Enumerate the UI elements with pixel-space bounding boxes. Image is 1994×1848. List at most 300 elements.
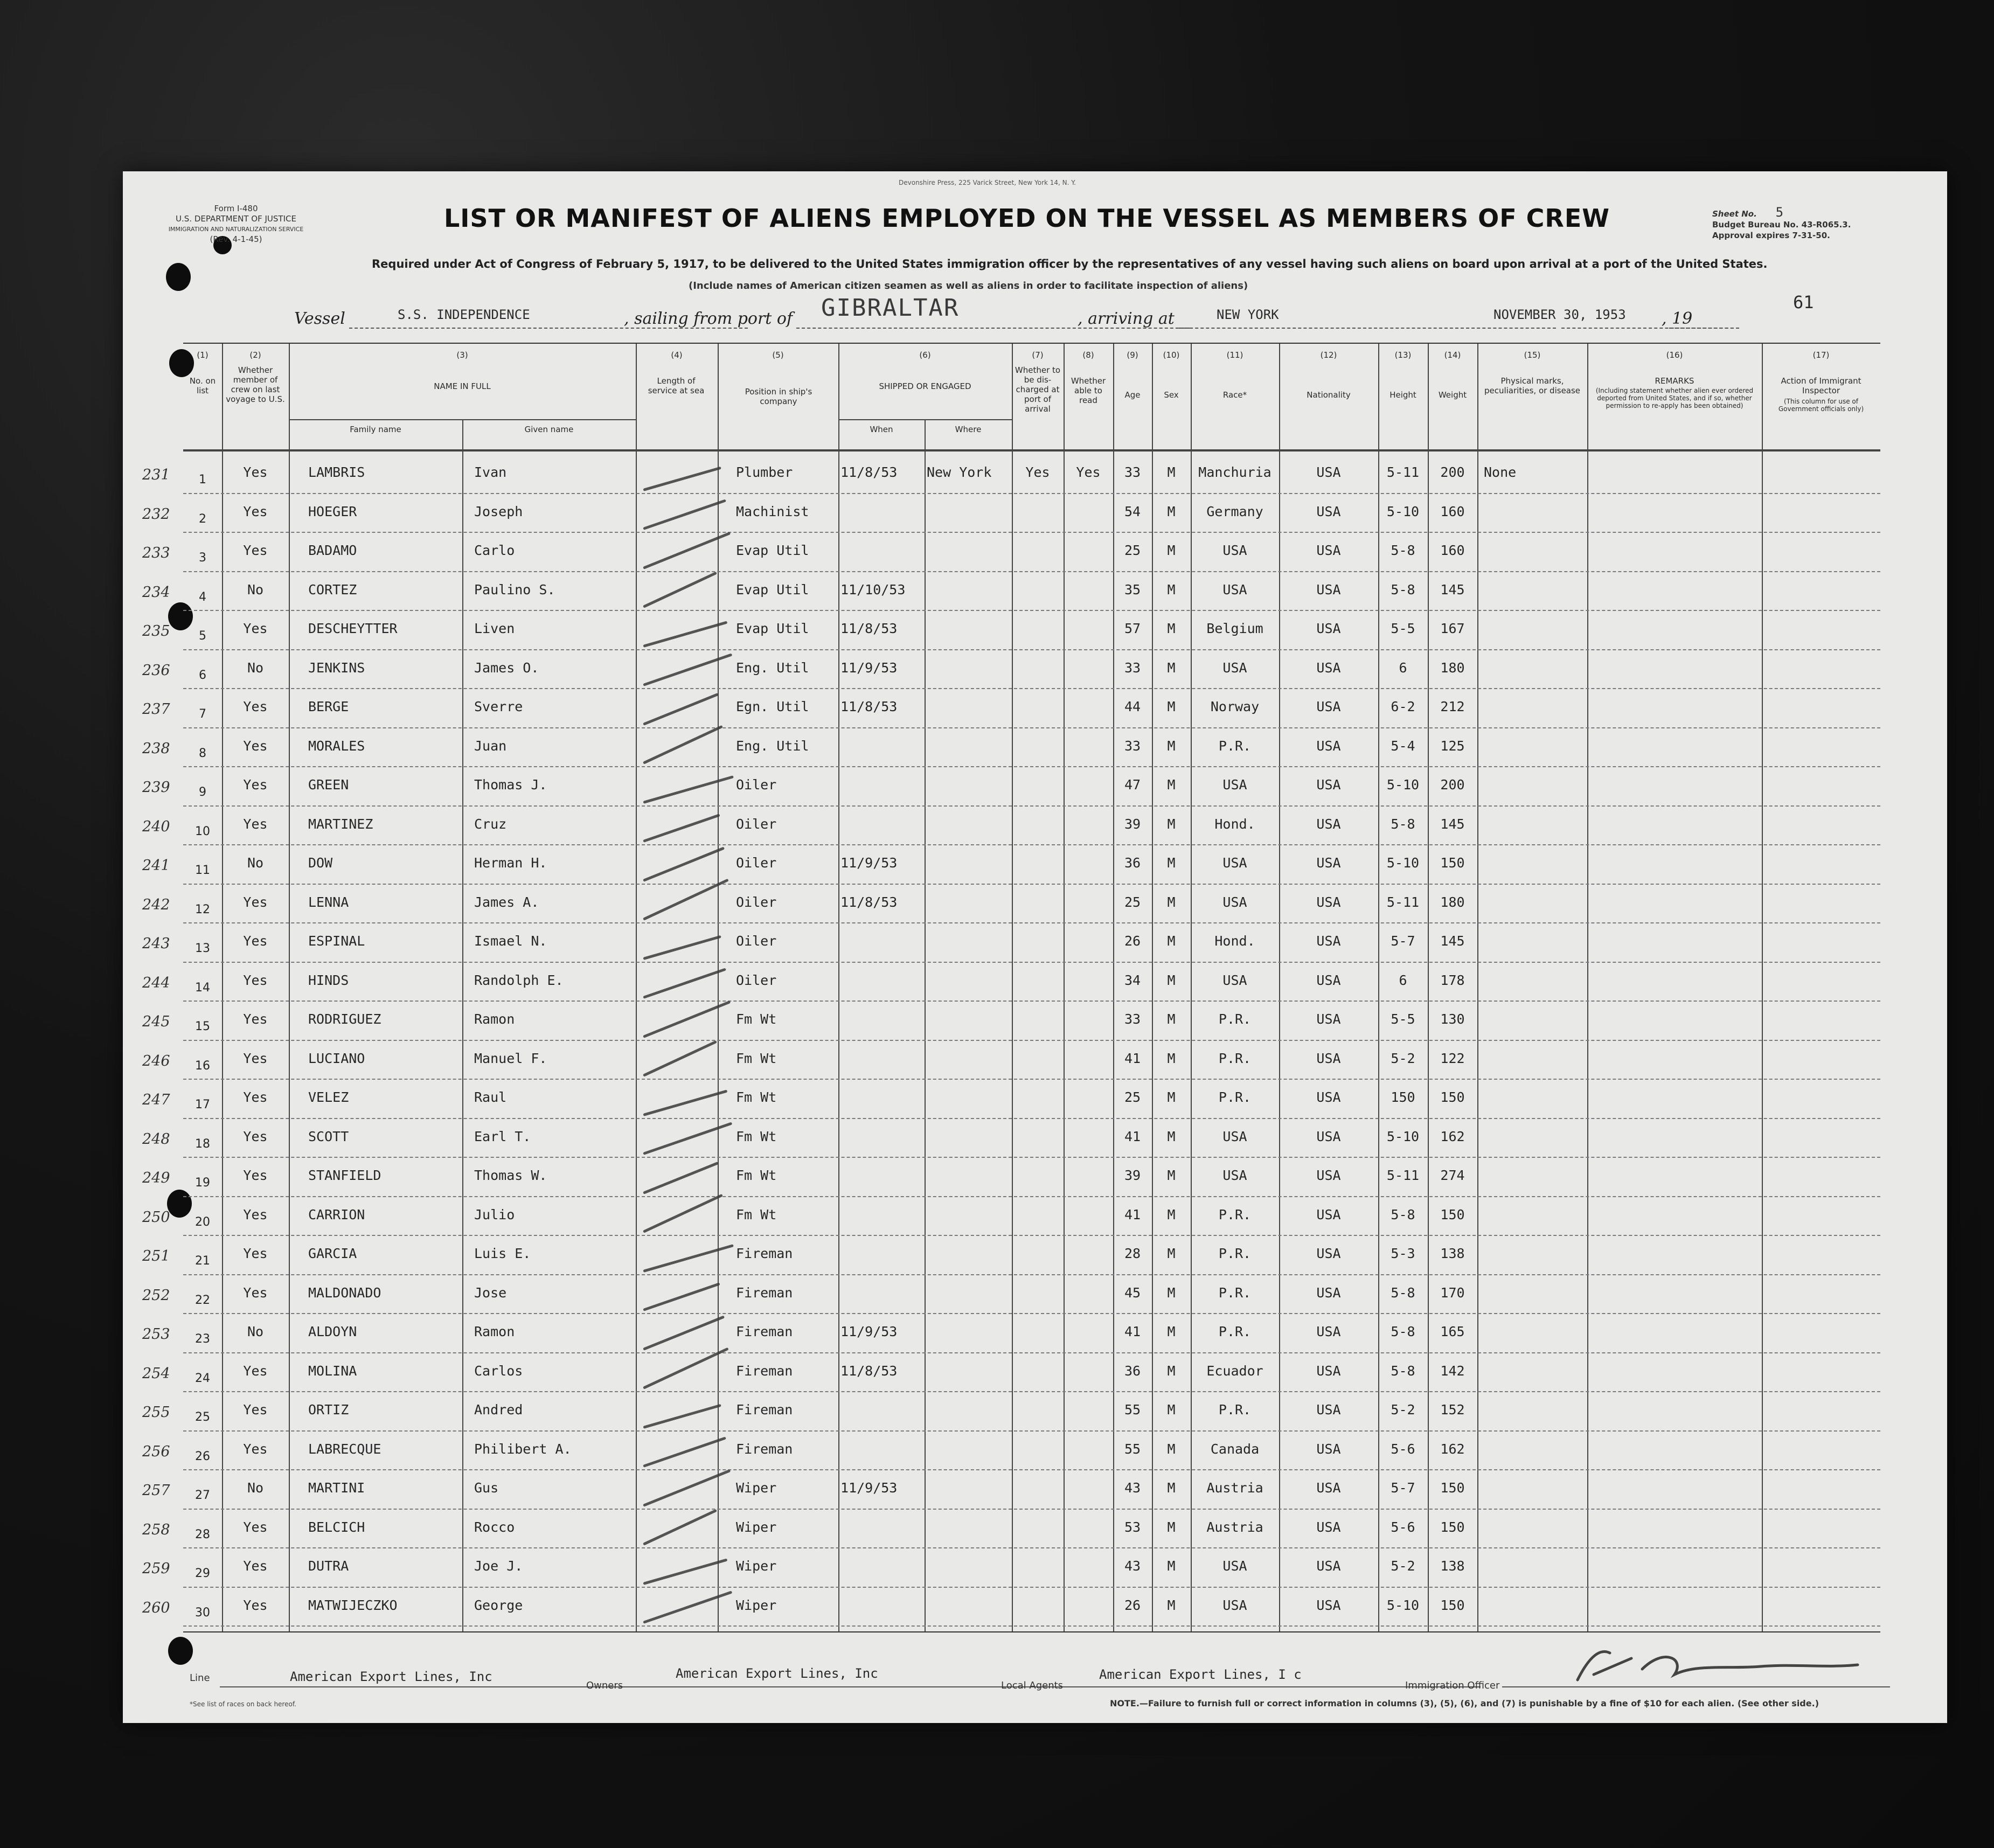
col-17-subheader: (This column for use of Government officials only) bbox=[1778, 398, 1864, 413]
margin-number: 247 bbox=[142, 1092, 170, 1108]
cell-family: HOEGER bbox=[308, 503, 357, 519]
cell-height: 5-7 bbox=[1391, 1480, 1415, 1496]
cell-height: 5-6 bbox=[1391, 1519, 1415, 1535]
cell-family: LUCIANO bbox=[308, 1050, 365, 1066]
cell-nationality: USA bbox=[1316, 1519, 1341, 1535]
cell-sex: M bbox=[1167, 1402, 1176, 1418]
margin-number: 252 bbox=[142, 1287, 170, 1304]
cell-given: Thomas J. bbox=[474, 777, 547, 793]
table-row bbox=[142, 1470, 1880, 1510]
year-label: , 19 bbox=[1662, 309, 1693, 328]
cell-position: Fireman bbox=[736, 1441, 793, 1457]
row-number: 7 bbox=[199, 707, 206, 721]
cell-position: Fm Wt bbox=[736, 1089, 777, 1105]
service-pencil-mark bbox=[643, 1436, 726, 1467]
service-pencil-mark bbox=[643, 725, 723, 765]
service-pencil-mark bbox=[643, 499, 726, 530]
cell-sex: M bbox=[1167, 1011, 1176, 1027]
cell-height: 5-2 bbox=[1391, 1050, 1415, 1066]
cell-read: Yes bbox=[1076, 464, 1101, 480]
cell-race: Hond. bbox=[1214, 816, 1255, 832]
cell-race: Canada bbox=[1210, 1441, 1260, 1457]
table-row bbox=[142, 650, 1880, 690]
margin-number: 256 bbox=[142, 1443, 170, 1460]
row-number: 29 bbox=[195, 1567, 210, 1580]
cell-height: 5-5 bbox=[1391, 621, 1415, 636]
cell-age: 39 bbox=[1124, 816, 1141, 832]
cell-race: Austria bbox=[1206, 1519, 1263, 1535]
cell-weight: 125 bbox=[1440, 738, 1465, 754]
cell-position: Evap Util bbox=[736, 581, 809, 598]
cell-sex: M bbox=[1167, 1519, 1176, 1535]
table-row bbox=[142, 494, 1880, 533]
row-number: 9 bbox=[199, 786, 206, 799]
cell-prev: Yes bbox=[243, 894, 268, 910]
vessel-name: S.S. INDEPENDENCE bbox=[398, 307, 530, 322]
margin-number: 248 bbox=[142, 1130, 170, 1148]
row-number: 27 bbox=[195, 1489, 210, 1502]
cell-weight: 145 bbox=[1440, 581, 1465, 598]
race-footnote: *See list of races on back hereof. bbox=[190, 1700, 296, 1708]
row-number: 24 bbox=[195, 1371, 210, 1385]
cell-age: 36 bbox=[1124, 1363, 1141, 1379]
cell-prev: Yes bbox=[243, 1168, 268, 1183]
cell-position: Plumber bbox=[736, 464, 793, 480]
cell-race: USA bbox=[1222, 543, 1247, 558]
col-8-header: Whether able to read bbox=[1071, 376, 1106, 405]
cell-race: P.R. bbox=[1218, 1324, 1252, 1339]
cell-weight: 180 bbox=[1440, 894, 1465, 910]
cell-prev: Yes bbox=[243, 816, 268, 832]
cell-given: Earl T. bbox=[474, 1128, 531, 1144]
agents-label: Local Agents bbox=[1001, 1680, 1064, 1691]
col-10-header: Sex bbox=[1164, 390, 1179, 400]
cell-weight: 152 bbox=[1440, 1402, 1465, 1418]
cell-age: 28 bbox=[1124, 1246, 1141, 1261]
cell-height: 5-8 bbox=[1391, 1363, 1415, 1379]
cell-height: 5-8 bbox=[1391, 816, 1415, 832]
cell-race: Manchuria bbox=[1198, 464, 1272, 480]
owners-label: Owners bbox=[586, 1680, 623, 1691]
cell-height: 6-2 bbox=[1391, 699, 1415, 714]
row-number: 19 bbox=[195, 1176, 210, 1190]
agents-name: American Export Lines, I c bbox=[1099, 1667, 1302, 1682]
cell-weight: 150 bbox=[1440, 1480, 1465, 1496]
cell-race: P.R. bbox=[1218, 1206, 1252, 1222]
cell-sex: M bbox=[1167, 972, 1176, 988]
cell-given: Herman H. bbox=[474, 855, 547, 871]
cell-position: Oiler bbox=[736, 972, 777, 988]
cell-weight: 142 bbox=[1440, 1363, 1465, 1379]
cell-sex: M bbox=[1167, 659, 1176, 676]
col-10-number: (10) bbox=[1163, 350, 1180, 360]
service-pencil-mark bbox=[643, 1089, 727, 1116]
cell-race: P.R. bbox=[1218, 1284, 1252, 1301]
cell-nationality: USA bbox=[1316, 933, 1341, 949]
cell-sex: M bbox=[1167, 581, 1176, 598]
cell-race: Germany bbox=[1206, 503, 1263, 519]
cell-age: 41 bbox=[1124, 1206, 1141, 1222]
col-13-header: Height bbox=[1389, 390, 1416, 400]
row-number: 16 bbox=[195, 1059, 210, 1073]
row-number: 3 bbox=[199, 551, 206, 565]
cell-nationality: USA bbox=[1316, 503, 1341, 519]
arrival-port: NEW YORK bbox=[1217, 307, 1279, 322]
table-row bbox=[142, 963, 1880, 1002]
table-row bbox=[142, 1119, 1880, 1158]
cell-height: 5-6 bbox=[1391, 1441, 1415, 1457]
cell-nationality: USA bbox=[1316, 1284, 1341, 1301]
cell-weight: 160 bbox=[1440, 503, 1465, 519]
cell-position: Egn. Util bbox=[736, 699, 809, 714]
cell-height: 5-8 bbox=[1391, 581, 1415, 598]
col-6-header: SHIPPED OR ENGAGED bbox=[879, 381, 971, 391]
cell-weight: 178 bbox=[1440, 972, 1465, 988]
printer-line: Devonshire Press, 225 Varick Street, New York 14, N. Y. bbox=[899, 179, 1076, 186]
form-number: Form I-480 bbox=[214, 204, 258, 213]
row-number: 8 bbox=[199, 746, 206, 760]
cell-given: George bbox=[474, 1597, 523, 1613]
service-pencil-mark bbox=[643, 1558, 727, 1585]
service-pencil-mark bbox=[643, 775, 734, 804]
cell-race: USA bbox=[1222, 777, 1247, 793]
cell-nationality: USA bbox=[1316, 777, 1341, 793]
cell-age: 43 bbox=[1124, 1480, 1141, 1496]
cell-height: 5-10 bbox=[1386, 1128, 1420, 1144]
cell-position: Oiler bbox=[736, 933, 777, 949]
cell-age: 33 bbox=[1124, 738, 1141, 754]
service-pencil-mark bbox=[643, 653, 732, 686]
cell-age: 55 bbox=[1124, 1441, 1141, 1457]
margin-number: 238 bbox=[142, 740, 170, 757]
cell-given: Ivan bbox=[474, 464, 507, 480]
cell-race: Belgium bbox=[1206, 621, 1263, 636]
margin-number: 250 bbox=[142, 1208, 170, 1226]
cell-given: Manuel F. bbox=[474, 1050, 547, 1066]
table-row bbox=[142, 767, 1880, 807]
arriving-underline bbox=[1179, 328, 1556, 329]
row-number: 12 bbox=[195, 902, 210, 916]
budget-number: Budget Bureau No. 43-R065.3. bbox=[1712, 220, 1851, 230]
col-9-number: (9) bbox=[1127, 350, 1138, 360]
cell-given: Raul bbox=[474, 1089, 507, 1105]
cell-height: 5-8 bbox=[1391, 1206, 1415, 1222]
officer-signature bbox=[1567, 1637, 1868, 1691]
col-8-number: (8) bbox=[1082, 350, 1094, 360]
cell-age: 57 bbox=[1124, 621, 1141, 636]
cell-weight: 138 bbox=[1440, 1558, 1465, 1574]
cell-sex: M bbox=[1167, 1363, 1176, 1379]
table-row bbox=[142, 845, 1880, 885]
cell-given: Cruz bbox=[474, 816, 507, 832]
cell-nationality: USA bbox=[1316, 1089, 1341, 1105]
col-16-number: (16) bbox=[1666, 350, 1683, 360]
cell-prev: Yes bbox=[243, 1050, 268, 1066]
cell-position: Fm Wt bbox=[736, 1128, 777, 1144]
table-row bbox=[142, 728, 1880, 768]
table-row bbox=[142, 611, 1880, 650]
service-pencil-mark bbox=[643, 1590, 732, 1623]
margin-number: 233 bbox=[142, 545, 170, 561]
col-5-number: (5) bbox=[772, 350, 784, 360]
form-title: LIST OR MANIFEST OF ALIENS EMPLOYED ON THE VESSEL AS MEMBERS OF CREW bbox=[444, 204, 1610, 233]
col-7-header: Whether to be dis-charged at port of arrival bbox=[1015, 365, 1061, 414]
cell-height: 5-7 bbox=[1391, 933, 1415, 949]
cell-family: MATWIJECZKO bbox=[308, 1597, 398, 1613]
margin-number: 260 bbox=[142, 1599, 170, 1616]
table-row bbox=[142, 1588, 1880, 1627]
cell-given: James O. bbox=[474, 659, 539, 676]
cell-position: Evap Util bbox=[736, 621, 809, 636]
cell-family: DUTRA bbox=[308, 1558, 349, 1574]
cell-height: 5-10 bbox=[1386, 777, 1420, 793]
table-row bbox=[142, 923, 1880, 963]
cell-race: USA bbox=[1222, 855, 1247, 871]
cell-nationality: USA bbox=[1316, 699, 1341, 714]
margin-number: 232 bbox=[142, 505, 170, 523]
cell-weight: 150 bbox=[1440, 855, 1465, 871]
cell-prev: Yes bbox=[243, 699, 268, 714]
table-row bbox=[142, 1236, 1880, 1275]
cell-sex: M bbox=[1167, 1284, 1176, 1301]
cell-nationality: USA bbox=[1316, 894, 1341, 910]
margin-number: 244 bbox=[142, 974, 170, 991]
header-bottom-rule bbox=[183, 449, 1880, 451]
table-row bbox=[142, 1041, 1880, 1080]
col-6-where-header: Where bbox=[955, 425, 982, 434]
vessel-label: Vessel bbox=[294, 309, 345, 328]
cell-race: Ecuador bbox=[1206, 1363, 1263, 1379]
cell-nationality: USA bbox=[1316, 1558, 1341, 1574]
cell-prev: Yes bbox=[243, 777, 268, 793]
service-pencil-mark bbox=[643, 1122, 732, 1155]
line-underline bbox=[220, 1686, 629, 1687]
cell-age: 33 bbox=[1124, 1011, 1141, 1027]
service-pencil-mark bbox=[643, 1040, 717, 1077]
cell-nationality: USA bbox=[1316, 1011, 1341, 1027]
cell-family: BADAMO bbox=[308, 543, 357, 558]
row-number: 14 bbox=[195, 981, 210, 995]
cell-prev: Yes bbox=[243, 1284, 268, 1301]
cell-position: Oiler bbox=[736, 855, 777, 871]
cell-weight: 160 bbox=[1440, 543, 1465, 558]
cell-prev: No bbox=[247, 581, 264, 598]
cell-family: MORALES bbox=[308, 738, 365, 754]
cell-nationality: USA bbox=[1316, 1441, 1341, 1457]
service-pencil-mark bbox=[643, 1282, 720, 1311]
col-1-header: No. on list bbox=[189, 376, 216, 395]
cell-height: 5-2 bbox=[1391, 1558, 1415, 1574]
arriving-label: , arriving at bbox=[1078, 309, 1175, 328]
cell-nationality: USA bbox=[1316, 1206, 1341, 1222]
margin-number: 255 bbox=[142, 1404, 170, 1421]
col-2-number: (2) bbox=[249, 350, 261, 360]
cell-sex: M bbox=[1167, 777, 1176, 793]
service-pencil-mark bbox=[643, 1509, 717, 1546]
cell-age: 53 bbox=[1124, 1519, 1141, 1535]
cell-nationality: USA bbox=[1316, 855, 1341, 871]
port-of-departure: GIBRALTAR bbox=[821, 294, 960, 322]
row-number: 10 bbox=[195, 824, 210, 838]
cell-weight: 162 bbox=[1440, 1441, 1465, 1457]
service-pencil-mark bbox=[643, 1404, 721, 1428]
margin-number: 258 bbox=[142, 1521, 170, 1538]
service-pencil-mark bbox=[643, 1194, 723, 1233]
cell-race: USA bbox=[1222, 894, 1247, 910]
cell-weight: 150 bbox=[1440, 1597, 1465, 1613]
margin-number: 240 bbox=[142, 818, 170, 835]
cell-family: ALDOYN bbox=[308, 1324, 357, 1339]
col-13-number: (13) bbox=[1394, 350, 1412, 360]
cell-prev: Yes bbox=[243, 1558, 268, 1574]
cell-family: LABRECQUE bbox=[308, 1441, 381, 1457]
cell-sex: M bbox=[1167, 1050, 1176, 1066]
cell-age: 25 bbox=[1124, 894, 1141, 910]
col-14-number: (14) bbox=[1444, 350, 1461, 360]
table-row bbox=[142, 1353, 1880, 1393]
cell-height: 6 bbox=[1399, 659, 1407, 676]
margin-number: 257 bbox=[142, 1482, 170, 1499]
cell-age: 36 bbox=[1124, 855, 1141, 871]
cell-family: BELCICH bbox=[308, 1519, 365, 1535]
cell-height: 5-8 bbox=[1391, 1284, 1415, 1301]
cell-prev: Yes bbox=[243, 1128, 268, 1144]
table-row bbox=[142, 885, 1880, 924]
cell-position: Wiper bbox=[736, 1597, 777, 1613]
margin-number: 235 bbox=[142, 623, 170, 640]
row-number: 5 bbox=[199, 629, 206, 643]
cell-given: Gus bbox=[474, 1480, 499, 1496]
cell-height: 150 bbox=[1391, 1089, 1415, 1105]
cell-prev: Yes bbox=[243, 621, 268, 636]
cell-race: USA bbox=[1222, 972, 1247, 988]
service-pencil-mark bbox=[643, 1347, 729, 1390]
cell-nationality: USA bbox=[1316, 1246, 1341, 1261]
line-name: American Export Lines, Inc bbox=[290, 1669, 492, 1684]
cell-when: 11/8/53 bbox=[840, 699, 898, 714]
table-row bbox=[142, 455, 1880, 494]
cell-family: DESCHEYTTER bbox=[308, 621, 398, 636]
cell-prev: Yes bbox=[243, 1246, 268, 1261]
row-number: 21 bbox=[195, 1254, 210, 1268]
margin-number: 243 bbox=[142, 935, 170, 952]
cell-age: 33 bbox=[1124, 464, 1141, 480]
cell-given: Ismael N. bbox=[474, 933, 547, 949]
cell-when: 11/10/53 bbox=[840, 581, 906, 598]
table-row bbox=[142, 1158, 1880, 1197]
col-16-header: REMARKS bbox=[1655, 376, 1694, 386]
cell-weight: 274 bbox=[1440, 1168, 1465, 1183]
cell-position: Eng. Util bbox=[736, 659, 809, 676]
cell-age: 54 bbox=[1124, 503, 1141, 519]
cell-family: GREEN bbox=[308, 777, 349, 793]
cell-age: 45 bbox=[1124, 1284, 1141, 1301]
cell-discharged: Yes bbox=[1025, 464, 1050, 480]
cell-position: Fireman bbox=[736, 1246, 793, 1261]
cell-sex: M bbox=[1167, 543, 1176, 558]
line-label: Line bbox=[190, 1672, 210, 1684]
col-3-given-header: Given name bbox=[524, 425, 574, 434]
col-17-header: Action of Immigrant Inspector bbox=[1781, 376, 1861, 395]
cell-weight: 145 bbox=[1440, 933, 1465, 949]
cell-age: 26 bbox=[1124, 1597, 1141, 1613]
owners-name: American Export Lines, Inc bbox=[676, 1666, 878, 1681]
cell-given: Liven bbox=[474, 621, 515, 636]
cell-height: 5-10 bbox=[1386, 1597, 1420, 1613]
col-6-when-header: When bbox=[870, 425, 893, 434]
cell-family: VELEZ bbox=[308, 1089, 349, 1105]
cell-position: Fireman bbox=[736, 1402, 793, 1418]
cell-age: 41 bbox=[1124, 1128, 1141, 1144]
col-3-header: NAME IN FULL bbox=[434, 381, 491, 391]
cell-prev: Yes bbox=[243, 464, 268, 480]
cell-race: USA bbox=[1222, 1597, 1247, 1613]
cell-weight: 167 bbox=[1440, 621, 1465, 636]
cell-prev: Yes bbox=[243, 1363, 268, 1379]
cell-height: 6 bbox=[1399, 972, 1407, 988]
cell-family: CARRION bbox=[308, 1206, 365, 1222]
cell-nationality: USA bbox=[1316, 972, 1341, 988]
sailing-label: , sailing from port of bbox=[624, 309, 793, 328]
col-4-header: Length of service at sea bbox=[648, 376, 705, 395]
cell-given: Philibert A. bbox=[474, 1441, 572, 1457]
cell-weight: 130 bbox=[1440, 1011, 1465, 1027]
col-2-header: Whether member of crew on last voyage to U.S. bbox=[226, 365, 285, 404]
cell-family: MARTINI bbox=[308, 1480, 365, 1496]
cell-family: STANFIELD bbox=[308, 1168, 381, 1183]
row-number: 1 bbox=[199, 473, 206, 487]
service-pencil-mark bbox=[643, 532, 731, 569]
table-row bbox=[142, 1314, 1880, 1353]
table-row bbox=[142, 807, 1880, 846]
penalty-note: NOTE.—Failure to furnish full or correct information in columns (3), (5), (6), and (7) is punishable by a fine of $10 for each alien. (See other side.) bbox=[1110, 1698, 1819, 1708]
cell-sex: M bbox=[1167, 816, 1176, 832]
cell-race: P.R. bbox=[1218, 1011, 1252, 1027]
officer-label: Immigration Officer bbox=[1405, 1680, 1500, 1691]
cell-sex: M bbox=[1167, 699, 1176, 714]
cell-weight: 165 bbox=[1440, 1324, 1465, 1339]
col-14-header: Weight bbox=[1438, 390, 1467, 400]
department: U.S. DEPARTMENT OF JUSTICE bbox=[176, 214, 296, 224]
cell-race: USA bbox=[1222, 1558, 1247, 1574]
cell-weight: 150 bbox=[1440, 1206, 1465, 1222]
cell-age: 33 bbox=[1124, 659, 1141, 676]
cell-race: P.R. bbox=[1218, 738, 1252, 754]
row-number: 25 bbox=[195, 1411, 210, 1424]
cell-given: Sverre bbox=[474, 699, 523, 714]
cell-position: Wiper bbox=[736, 1519, 777, 1535]
cell-given: Jose bbox=[474, 1284, 507, 1301]
cell-position: Fm Wt bbox=[736, 1168, 777, 1183]
row-number: 6 bbox=[199, 668, 206, 682]
cell-prev: Yes bbox=[243, 933, 268, 949]
sheet-number: 5 bbox=[1775, 205, 1784, 220]
margin-number: 254 bbox=[142, 1365, 170, 1382]
cell-race: P.R. bbox=[1218, 1089, 1252, 1105]
row-number: 13 bbox=[195, 942, 210, 955]
cell-position: Oiler bbox=[736, 816, 777, 832]
cell-height: 5-11 bbox=[1386, 894, 1420, 910]
cell-height: 5-10 bbox=[1386, 855, 1420, 871]
margin-number: 253 bbox=[142, 1326, 170, 1343]
cell-weight: 200 bbox=[1440, 777, 1465, 793]
cell-weight: 122 bbox=[1440, 1050, 1465, 1066]
cell-prev: Yes bbox=[243, 503, 268, 519]
cell-nationality: USA bbox=[1316, 1480, 1341, 1496]
header-rule bbox=[289, 419, 636, 420]
cell-race: P.R. bbox=[1218, 1402, 1252, 1418]
service-pencil-mark bbox=[643, 1315, 725, 1350]
